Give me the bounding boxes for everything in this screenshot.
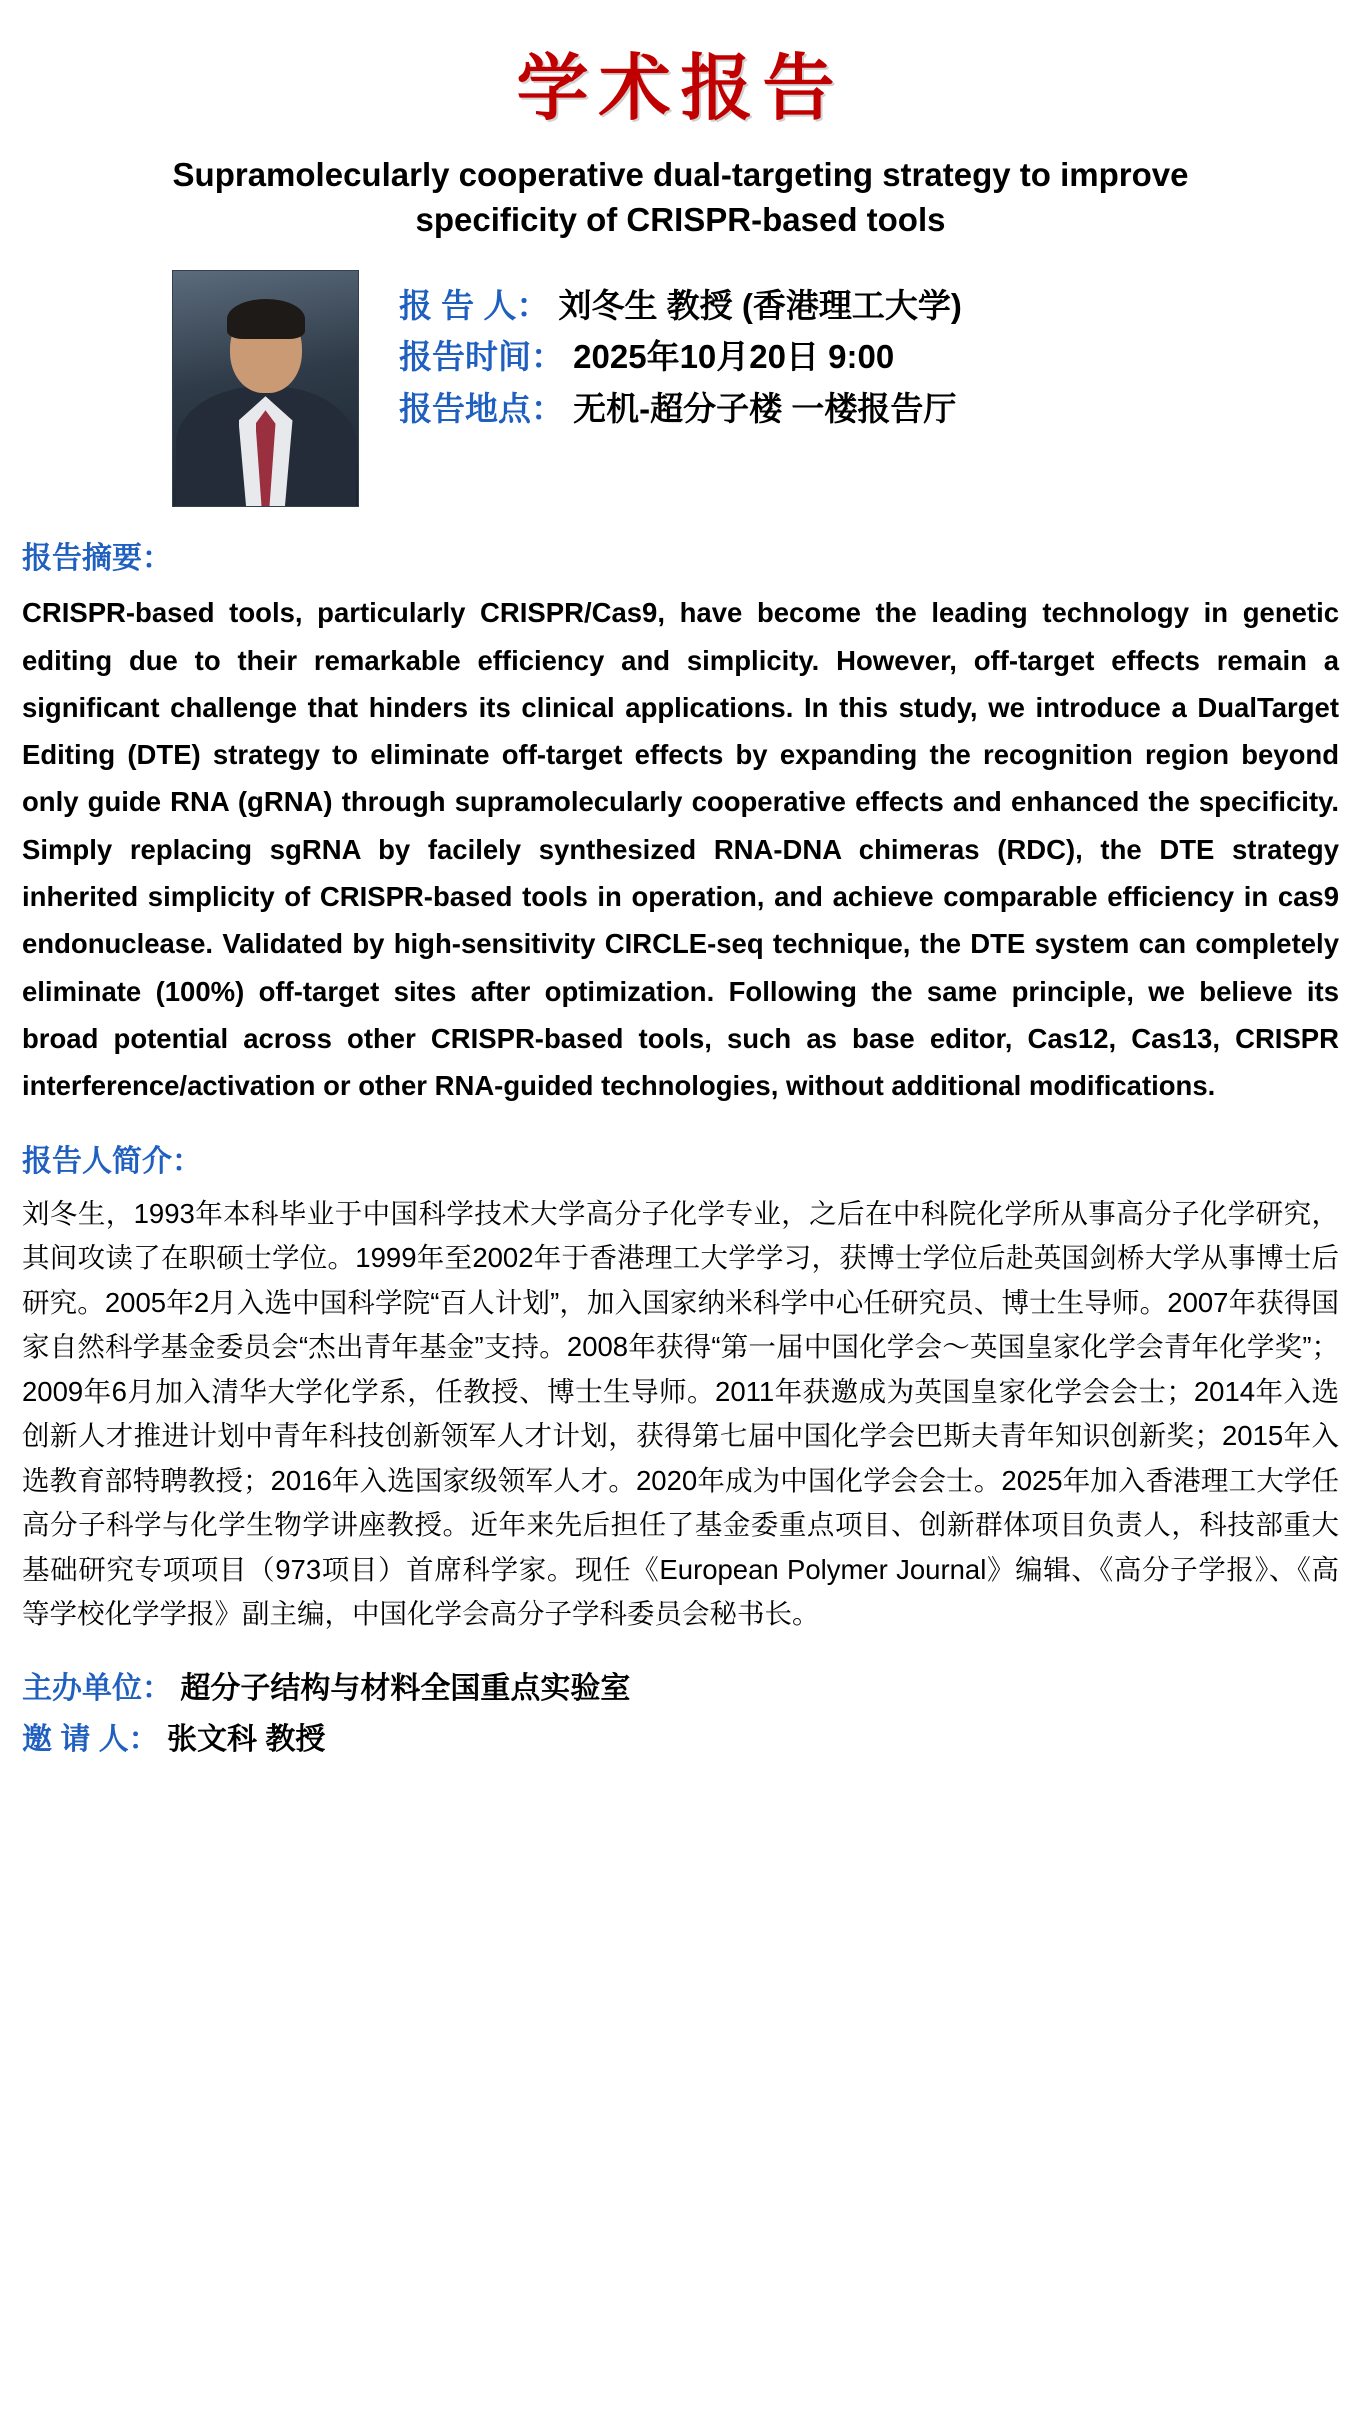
- talk-subtitle: Supramolecularly cooperative dual-targeting strategy to improve specificity of CRISPR-based tools: [172, 156, 1189, 238]
- speaker-row: [399, 280, 962, 331]
- host-value: 超分子结构与材料全国重点实验室: [180, 1672, 631, 1706]
- speaker-info-block: [22, 270, 1339, 507]
- speaker-portrait: [172, 270, 359, 507]
- page-title: 学术报告: [516, 45, 845, 130]
- inviter-row: [22, 1714, 1339, 1765]
- speaker-meta: [399, 270, 962, 433]
- speaker-value: 刘冬生 教授 (香港理工大学): [558, 287, 962, 325]
- host-label: 主办单位：: [22, 1672, 172, 1706]
- place-label: 报告地点：: [399, 389, 564, 427]
- abstract-text: CRISPR-based tools, particularly CRISPR/Cas9, have become the leading technology in genetic editing due to their remarkable efficiency and simplicity. However, off-target effects remain a significant challenge that hinders its clinical applications. In this study, we introduce a DualTarget Editing (DTE) strategy to eliminate off-target effects by expanding the recognition region beyond only guide RNA (gRNA) through supramolecularly cooperative effects and enhanced the specificity. Simply replacing sgRNA by facilely synthesized RNA-DNA chimeras (RDC), the DTE strategy inherited simplicity of CRISPR-based tools in operation, and achieve comparable efficiency in cas9 endonuclease. Validated by high-sensitivity CIRCLE-seq technique, the DTE system can completely eliminate (100%) off-target sites after optimization. Following the same principle, we believe its broad potential across other CRISPR-based tools, such as base editor, Cas12, Cas13, CRISPR interference/activation or other RNA-guided technologies, without additional modifications.: [22, 597, 1339, 1102]
- bio-heading: 报告人简介：: [22, 1144, 202, 1178]
- portrait-hair-shape: [227, 299, 305, 339]
- place-value: 无机-超分子楼 一楼报告厅: [573, 389, 957, 427]
- time-label: 报告时间：: [399, 338, 564, 376]
- inviter-value: 张文科 教授: [167, 1723, 326, 1757]
- poster-footer: [22, 1663, 1339, 1765]
- inviter-label: 邀 请 人：: [22, 1723, 159, 1757]
- bio-text: 刘冬生，1993年本科毕业于中国科学技术大学高分子化学专业，之后在中科院化学所从事高分子化学研究，其间攻读了在职硕士学位。1999年至2002年于香港理工大学学习，获博士学位后赴英国剑桥大学从事博士后研究。2005年2月入选中国科学院“百人计划”，加入国家纳米科学中心任研究员、博士生导师。2007年获得国家自然科学基金委员会“杰出青年基金”支持。2008年获得“第一届中国化学会～英国皇家化学会青年化学奖”； 2009年6月加入清华大学化学系，任教授、博士生导师。2011年获邀成为英国皇家化学会会士；2014年入选创新人才推进计划中青年科技创新领军人才计划，获得第七届中国化学会巴斯夫青年知识创新奖；2015年入选教育部特聘教授；2016年入选国家级领军人才。2020年成为中国化学会会士。2025年加入香港理工大学任高分子科学与化学生物学讲座教授。近年来先后担任了基金委重点项目、创新群体项目负责人，科技部重大基础研究专项项目（973项目）首席科学家。现任《European Polymer Journal》编辑、《高分子学报》、《高等学校化学学报》副主编，中国化学会高分子学科委员会秘书长。: [22, 1197, 1339, 1630]
- host-row: [22, 1663, 1339, 1714]
- time-row: [399, 331, 962, 382]
- abstract-heading: 报告摘要：: [22, 542, 172, 576]
- time-value: 2025年10月20日 9:00: [573, 338, 895, 376]
- speaker-label: 报 告 人：: [399, 287, 550, 325]
- place-row: [399, 383, 962, 434]
